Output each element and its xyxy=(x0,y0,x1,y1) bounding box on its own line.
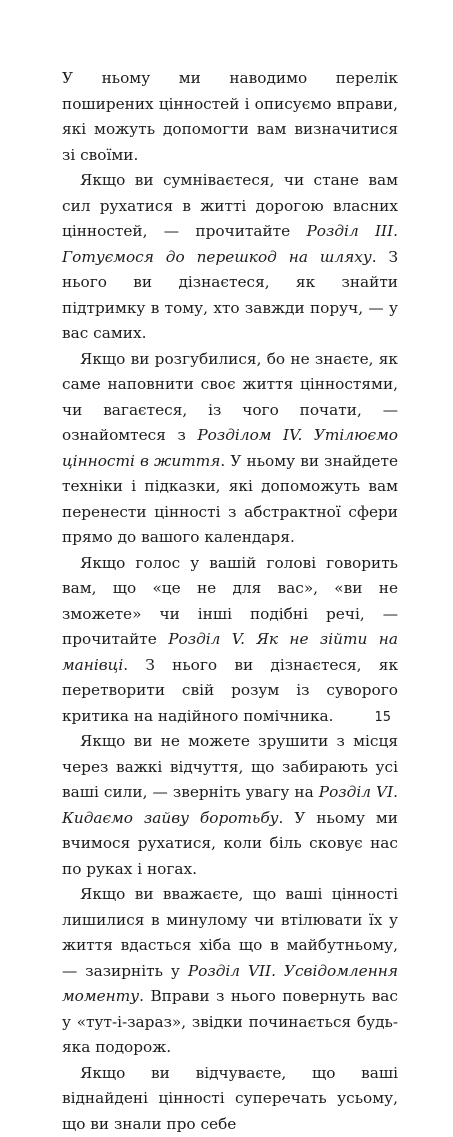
paragraph xyxy=(62,347,398,551)
paragraph xyxy=(62,168,398,347)
page-number: 15 xyxy=(374,710,391,725)
chapter-reference: Розділ III. Готуємося до перешкод на шляху xyxy=(62,222,398,266)
text-run: Якщо голос у вашій голові говорить вам, що «це не для вас», «ви не зможете» чи інші подібні речі, — прочитайте xyxy=(62,554,398,649)
text-run: Якщо ви відчуваєте, що ваші віднайдені цінності суперечать усьому, що ви знали про себе xyxy=(62,1064,398,1133)
paragraph xyxy=(62,66,398,168)
chapter-reference: Розділ VI. Кидаємо зайву боротьбу xyxy=(62,783,398,827)
paragraph xyxy=(62,551,398,730)
paragraph xyxy=(62,1061,398,1137)
text-run: . З нього ви дізнаєтеся, як перетворити свій розум із суворого критика на надійного помічника. xyxy=(62,656,398,725)
text-run: . У ньому ви знайдете техніки і підказки, які допоможуть вам перенести цінності з абстрактної сфери прямо до вашого календаря. xyxy=(62,452,398,547)
paragraph xyxy=(62,729,398,882)
text-run: Якщо ви розгубилися, бо не знаєте, як саме наповнити своє життя цінностями, чи вагаєтеся, із чого почати, — ознайомтеся з xyxy=(62,350,398,445)
text-run: У ньому ми наводимо перелік поширених цінностей і описуємо вправи, які можуть допомогти вам визначитися зі своїми. xyxy=(62,69,398,164)
text-run: Якщо ви сумніваєтеся, чи стане вам сил рухатися в житті дорогою власних цінностей, — прочитайте xyxy=(62,171,398,240)
text-run: . З нього ви дізнаєтеся, як знайти підтримку в тому, хто завжди поруч, — у вас самих. xyxy=(62,248,398,343)
body-text xyxy=(62,66,398,1137)
paragraph xyxy=(62,882,398,1061)
chapter-reference: Розділом IV. Утілюємо цінності в життя xyxy=(62,426,398,470)
text-run: . У ньому ми вчимося рухатися, коли біль сковує нас по руках і ногах. xyxy=(62,809,398,878)
chapter-reference: Розділ VII. Усвідомлення моменту xyxy=(62,962,398,1006)
chapter-reference: Розділ V. Як не зійти на манівці xyxy=(62,630,398,674)
text-run: . Вправи з нього повернуть вас у «тут-і-зараз», звідки починається будь-яка подорож. xyxy=(62,987,398,1056)
text-run: Якщо ви вважаєте, що ваші цінності лишилися в минулому чи втілювати їх у життя вдасться хіба що в майбутньому, — зазирніть у xyxy=(62,885,398,980)
book-page xyxy=(62,66,398,1137)
text-run: Якщо ви не можете зрушити з місця через важкі відчуття, що забирають усі ваші сили, — зверніть увагу на xyxy=(62,732,398,801)
